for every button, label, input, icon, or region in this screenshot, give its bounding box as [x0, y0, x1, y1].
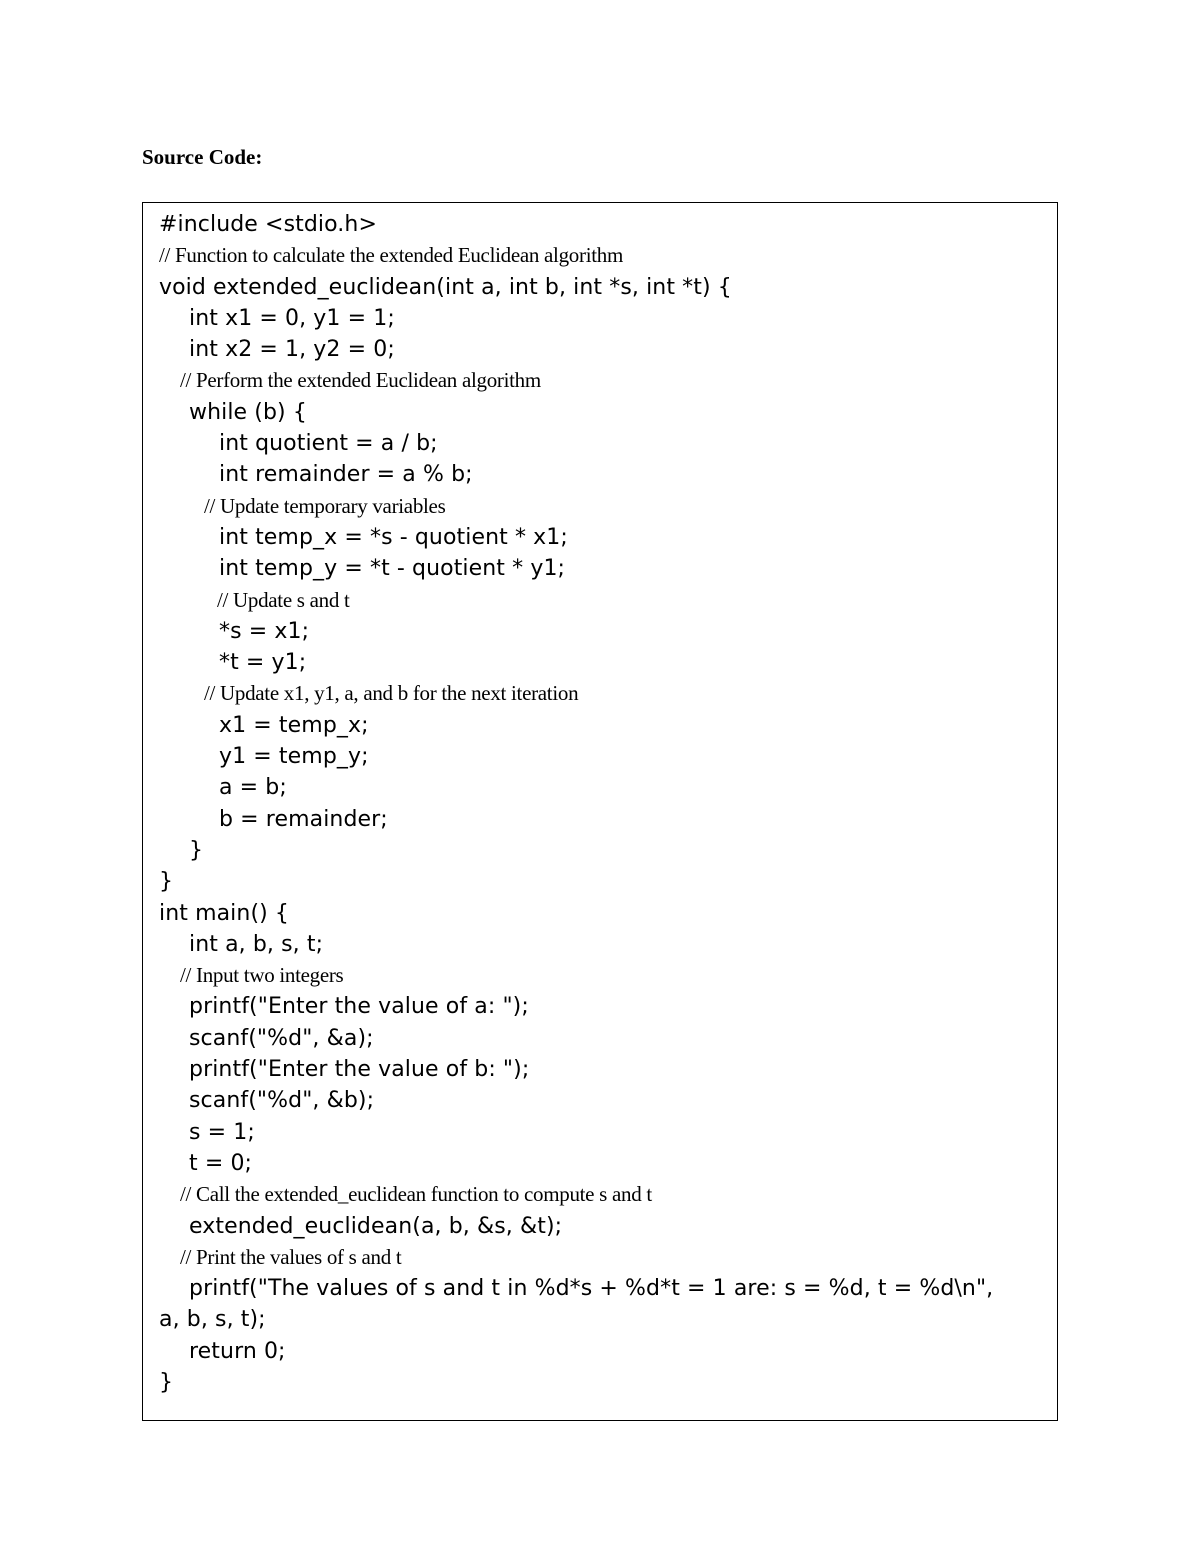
code-line: *t = y1; [219, 650, 307, 676]
code-line: extended_euclidean(a, b, &s, &t); [189, 1213, 563, 1239]
code-line: int quotient = a / b; [219, 431, 438, 457]
code-line: int x2 = 1, y2 = 0; [189, 337, 395, 363]
code-line: int temp_x = *s - quotient * x1; [219, 524, 568, 550]
code-line: *s = x1; [219, 618, 310, 644]
code-line: printf("Enter the value of a: "); [189, 994, 529, 1020]
code-line: printf("The values of s and t in %d*s + %d*t = 1 are: s = %d, t = %d\n", [189, 1276, 994, 1302]
code-line: s = 1; [189, 1119, 255, 1145]
code-line: x1 = temp_x; [219, 712, 369, 738]
code-listing [159, 209, 1049, 1398]
code-line: y1 = temp_y; [219, 744, 369, 770]
code-line: } [189, 837, 204, 863]
code-line: while (b) { [189, 399, 307, 425]
code-comment-line: // Perform the extended Euclidean algorithm [180, 368, 541, 393]
code-line: int main() { [159, 900, 289, 926]
code-comment-line: // Function to calculate the extended Euclidean algorithm [159, 243, 623, 268]
code-comment-line: // Input two integers [180, 963, 344, 988]
code-line: scanf("%d", &b); [189, 1088, 375, 1114]
code-line: void extended_euclidean(int a, int b, int *s, int *t) { [159, 274, 732, 300]
section-heading: Source Code: [142, 145, 263, 169]
code-line: #include <stdio.h> [159, 212, 377, 237]
code-line: int temp_y = *t - quotient * y1; [219, 556, 566, 582]
source-code-box [142, 202, 1058, 1421]
code-line: return 0; [189, 1338, 286, 1364]
code-comment-line: // Update s and t [217, 587, 350, 612]
code-line: int a, b, s, t; [189, 931, 324, 957]
code-line: int x1 = 0, y1 = 1; [189, 305, 395, 331]
code-comment-line: // Call the extended_euclidean function to compute s and t [180, 1182, 652, 1207]
code-line: a, b, s, t); [159, 1307, 266, 1333]
code-line: scanf("%d", &a); [189, 1025, 374, 1051]
code-comment-line: // Print the values of s and t [180, 1244, 402, 1269]
code-line: t = 0; [189, 1150, 253, 1176]
code-line: b = remainder; [219, 806, 388, 832]
code-line: } [159, 1369, 174, 1395]
code-comment-line: // Update x1, y1, a, and b for the next iteration [204, 681, 579, 706]
code-line: printf("Enter the value of b: "); [189, 1057, 530, 1083]
code-line: int remainder = a % b; [219, 462, 473, 488]
code-comment-line: // Update temporary variables [204, 493, 446, 518]
code-line: } [159, 869, 174, 895]
code-line: a = b; [219, 775, 287, 801]
